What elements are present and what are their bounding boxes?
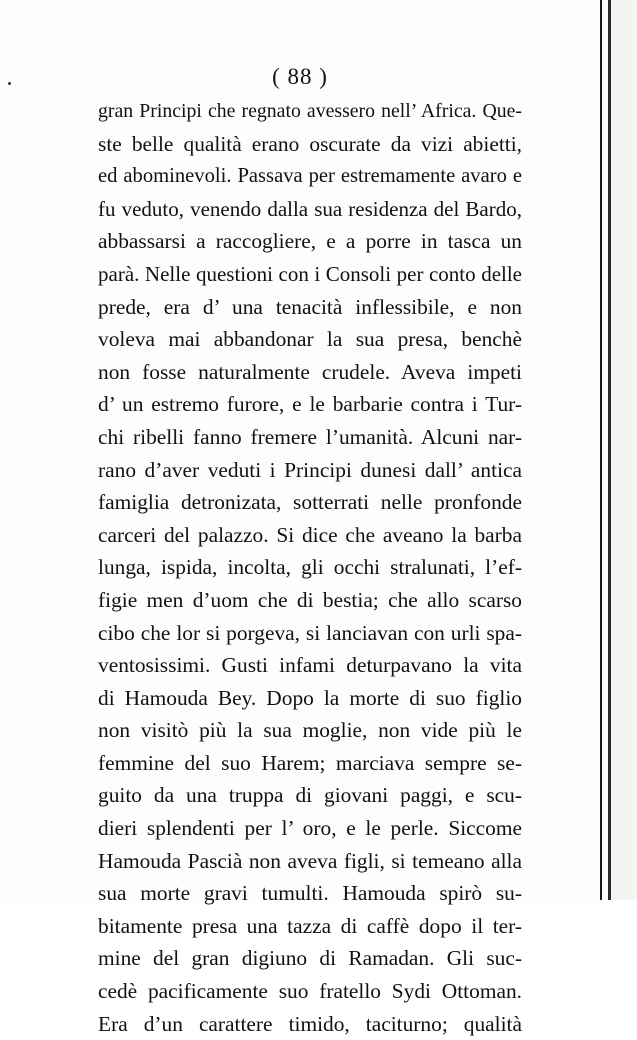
text-line: di Hamouda Bey. Dopo la morte di suo figlio (98, 685, 522, 710)
text-line: non fosse naturalmente crudele. Aveva impeti (98, 359, 522, 384)
text-line: Hamouda Pascià non aveva figli, si temeano alla (98, 848, 522, 873)
text-line: chi ribelli fanno fremere l’umanità. Alcuni nar- (98, 424, 522, 449)
text-line: fu veduto, venendo dalla sua residenza del Bardo, (98, 196, 522, 221)
text-line: cedè pacificamente suo fratello Sydi Ottoman. (98, 979, 522, 1004)
text-line: abbassarsi a raccogliere, e a porre in tasca un (98, 229, 522, 254)
text-line: d’ un estremo furore, e le barbarie contra i Tur- (98, 392, 522, 417)
text-line: non visitò più la sua moglie, non vide più le (98, 718, 522, 743)
text-line: voleva mai abbandonar la sua presa, benchè (98, 327, 522, 352)
text-line: gran Principi che regnato avessero nell’ Africa. Que- (98, 100, 522, 122)
text-line: cibo che lor si porgeva, si lanciavan con urli spa- (98, 620, 522, 645)
text-line: femmine del suo Harem; marciava sempre se- (98, 750, 522, 775)
text-line: prede, era d’ una tenacità inflessibile, e non (98, 294, 522, 319)
text-line: ventosissimi. Gusti infami deturpavano la vita (98, 653, 522, 678)
binding-edge-line (608, 0, 611, 900)
text-line: sua morte gravi tumulti. Hamouda spirò su- (98, 881, 522, 906)
page-edge-shadow (611, 0, 637, 900)
text-line: guito da una truppa di giovani paggi, e scu- (98, 783, 522, 808)
page-number: ( 88 ) (272, 64, 328, 89)
text-line: parà. Nelle questioni con i Consoli per conto delle (98, 261, 522, 286)
text-line: carceri del palazzo. Si dice che aveano la barba (98, 522, 522, 547)
page-edge-line (600, 0, 602, 900)
text-line: lunga, ispida, incolta, gli occhi stralunati, l’ef- (98, 555, 522, 580)
text-line: rano d’aver veduti i Principi dunesi dall’ antica (98, 457, 522, 482)
body-text (98, 95, 522, 1040)
text-line: figie men d’uom che di bestia; che allo scarso (98, 587, 522, 612)
text-line: famiglia detronizata, sotterrati nelle pronfonde (98, 490, 522, 515)
text-line: dieri splendenti per l’ oro, e le perle. Siccome (98, 816, 522, 841)
text-line: bitamente presa una tazza di caffè dopo il ter- (98, 913, 522, 938)
text-line: ed abominevoli. Passava per estremamente avaro e (98, 165, 522, 188)
text-line: mine del gran digiuno di Ramadan. Gli suc- (98, 946, 522, 971)
text-line: ste belle qualità erano oscurate da vizi abietti, (98, 131, 522, 156)
text-line: Era d’un carattere timido, taciturno; qualità (98, 1011, 522, 1036)
